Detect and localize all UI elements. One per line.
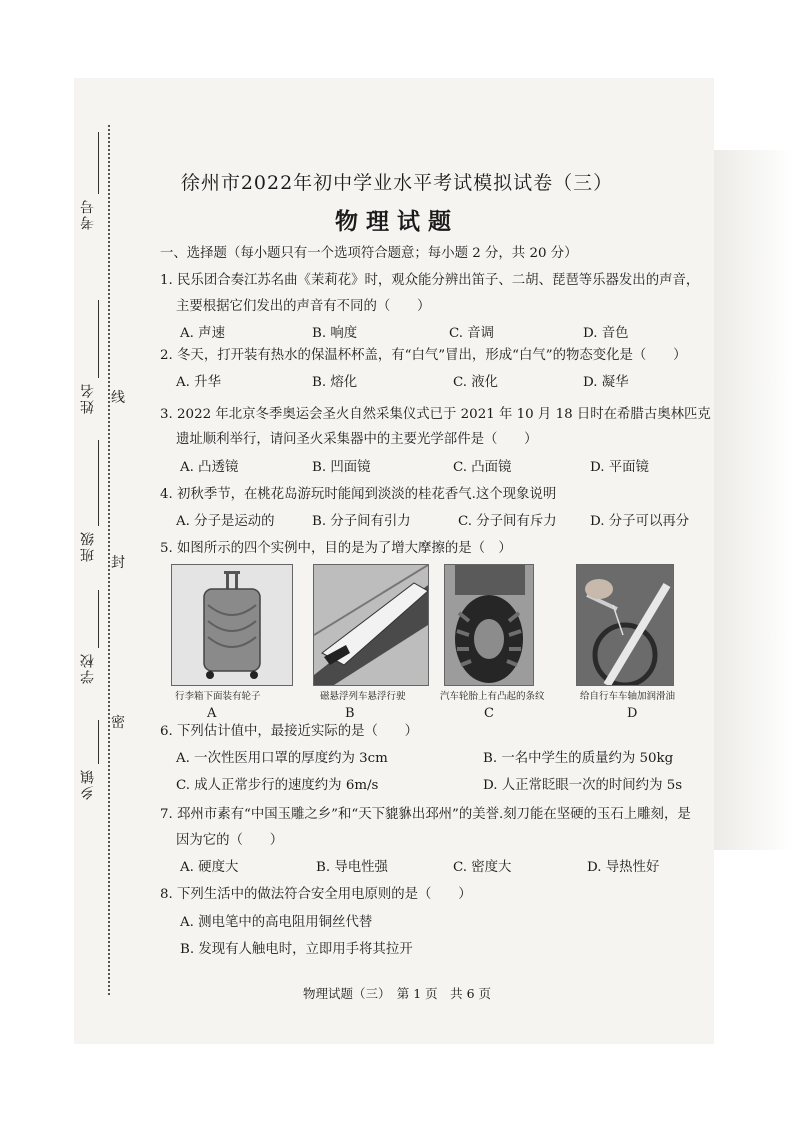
- q4-option-d: D. 分子可以再分: [590, 514, 690, 529]
- caption-a: 行李箱下面装有轮子: [175, 691, 261, 702]
- tractor-tire-illustration: [445, 565, 533, 685]
- bicycle-oiling-illustration: [577, 565, 673, 685]
- q4-option-c: C. 分子间有斥力: [458, 514, 557, 529]
- seal-char-feng: 封: [111, 555, 125, 571]
- q8-option-b: B. 发现有人触电时，立即用手将其拉开: [180, 942, 413, 957]
- picture-label-b: B: [345, 706, 355, 721]
- q1-option-d: D. 音色: [583, 326, 629, 341]
- q6-stem-1: 6. 下列估计值中，最接近实际的是（ ）: [160, 724, 419, 739]
- q7-option-c: C. 密度大: [453, 860, 512, 875]
- q1-stem-2: 主要根据它们发出的声音有不同的（ ）: [176, 299, 431, 314]
- q1-option-b: B. 响度: [312, 326, 358, 341]
- q7-stem-1: 7. 邳州市素有“中国玉雕之乡”和“天下貔貅出邳州”的美誉.刻刀能在坚硬的玉石上雕刻，是: [160, 807, 691, 822]
- q3-option-d: D. 平面镜: [590, 460, 649, 475]
- picture-label-d: D: [627, 706, 638, 721]
- q2-option-d: D. 凝华: [583, 375, 629, 390]
- seal-char-mi: 密: [111, 715, 125, 731]
- q8-stem-1: 8. 下列生活中的做法符合安全用电原则的是（ ）: [160, 887, 472, 902]
- blank-class: [98, 440, 99, 526]
- q6-option-d: D. 人正常眨眼一次的时间约为 5s: [483, 778, 683, 793]
- q2-option-c: C. 液化: [453, 375, 499, 390]
- q4-stem-1: 4. 初秋季节，在桃花岛游玩时能闻到淡淡的桂花香气.这个现象说明: [160, 487, 557, 502]
- blank-name: [98, 300, 99, 378]
- label-school: 学校: [80, 652, 96, 684]
- q2-option-b: B. 熔化: [312, 375, 358, 390]
- q8-option-a: A. 测电笔中的高电阻用铜丝代替: [180, 915, 373, 930]
- label-township: 乡镇: [80, 768, 96, 800]
- seal-char-xian: 线: [111, 390, 125, 406]
- exam-title: 徐州市2022年初中学业水平考试模拟试卷（三）: [180, 172, 614, 194]
- q3-option-c: C. 凸面镜: [453, 460, 512, 475]
- q1-option-a: A. 声速: [180, 326, 225, 341]
- blank-township: [98, 720, 99, 764]
- q2-stem-1: 2. 冬天，打开装有热水的保温杯杯盖，有“白气”冒出，形成“白气”的物态变化是（ ）: [160, 348, 687, 363]
- suitcase-illustration: [172, 565, 292, 685]
- picture-b-maglev: [313, 564, 429, 686]
- q7-option-d: D. 导热性好: [587, 860, 660, 875]
- binding-dotted-line: [108, 125, 110, 995]
- q3-stem-2: 遗址顺利举行，请问圣火采集器中的主要光学部件是（ ）: [176, 432, 538, 447]
- exam-subtitle: 物理试题: [335, 209, 459, 235]
- caption-b: 磁悬浮列车悬浮行驶: [320, 691, 406, 702]
- maglev-train-illustration: [314, 565, 428, 685]
- picture-label-a: A: [207, 706, 217, 721]
- label-name: 姓名: [80, 382, 96, 414]
- q1-stem-1: 1. 民乐团合奏江苏名曲《茉莉花》时，观众能分辨出笛子、二胡、琵琶等乐器发出的声音，: [160, 273, 700, 288]
- q3-option-a: A. 凸透镜: [180, 460, 239, 475]
- q1-option-c: C. 音调: [449, 326, 495, 341]
- picture-d-bicycle: [576, 564, 674, 686]
- label-exam-number: 考号: [80, 198, 96, 230]
- section-heading: 一、选择题（每小题只有一个选项符合题意；每小题 2 分，共 20 分）: [160, 246, 578, 261]
- q7-option-a: A. 硬度大: [180, 860, 239, 875]
- q7-option-b: B. 导电性强: [316, 860, 388, 875]
- blank-school: [98, 590, 99, 648]
- caption-c: 汽车轮胎上有凸起的条纹: [440, 691, 545, 702]
- q4-option-b: B. 分子间有引力: [312, 514, 411, 529]
- q6-option-a: A. 一次性医用口罩的厚度约为 3cm: [176, 751, 388, 766]
- q7-stem-2: 因为它的（ ）: [176, 833, 284, 848]
- picture-label-c: C: [484, 706, 494, 721]
- q2-option-a: A. 升华: [176, 375, 221, 390]
- q3-option-b: B. 凹面镜: [312, 460, 371, 475]
- picture-c-tire: [444, 564, 534, 686]
- label-class: 班级: [80, 530, 96, 562]
- q6-option-b: B. 一名中学生的质量约为 50kg: [483, 751, 674, 766]
- q3-stem-1: 3. 2022 年北京冬季奥运会圣火自然采集仪式已于 2021 年 10 月 18 日时在希腊古奥林匹克: [160, 407, 711, 422]
- q6-option-c: C. 成人正常步行的速度约为 6m/s: [176, 778, 379, 793]
- picture-a-suitcase: [171, 564, 293, 686]
- bleed-through-shadow: [714, 150, 794, 850]
- page-footer: 物理试题（三） 第 1 页 共 6 页: [302, 986, 492, 1001]
- q4-option-a: A. 分子是运动的: [176, 514, 275, 529]
- caption-d: 给自行车车轴加润滑油: [580, 691, 676, 702]
- q5-stem-1: 5. 如图所示的四个实例中，目的是为了增大摩擦的是（ ）: [160, 541, 512, 556]
